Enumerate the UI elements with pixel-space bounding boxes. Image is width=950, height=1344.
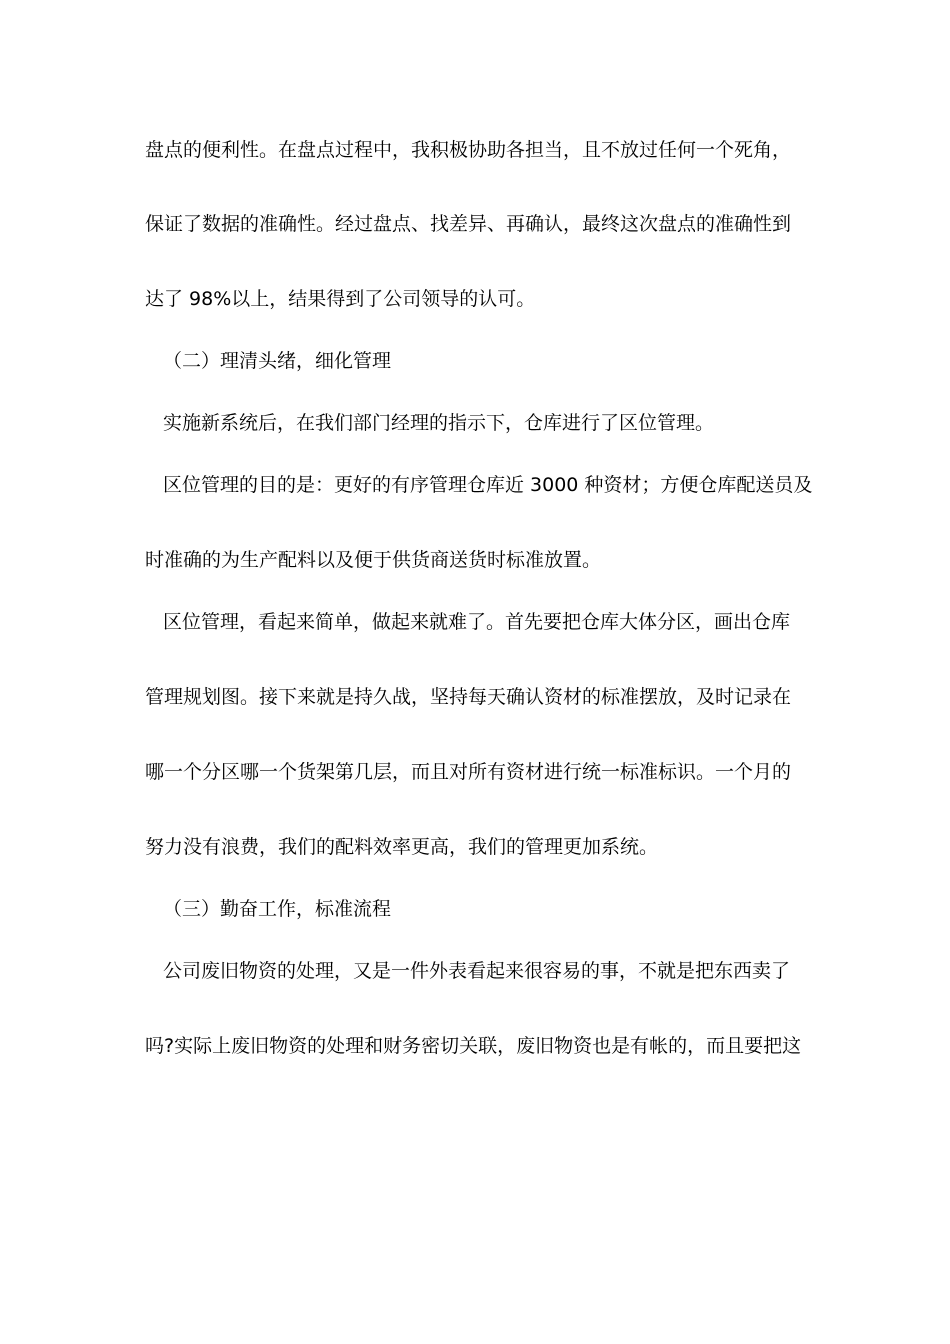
- paragraph-line: 盘点的便利性。在盘点过程中，我积极协助各担当，且不放过任何一个死角，: [145, 139, 792, 161]
- paragraph-line: 实施新系统后，在我们部门经理的指示下，仓库进行了区位管理。: [163, 412, 715, 434]
- paragraph-line: 区位管理，看起来简单，做起来就难了。首先要把仓库大体分区，画出仓库: [163, 611, 791, 633]
- paragraph-line: 保证了数据的准确性。经过盘点、找差异、再确认，最终这次盘点的准确性到: [145, 213, 792, 235]
- section-heading: （二）理清头绪，细化管理: [163, 350, 392, 372]
- section-heading: （三）勤奋工作，标准流程: [163, 898, 392, 920]
- paragraph-line: 努力没有浪费，我们的配料效率更高，我们的管理更加系统。: [145, 836, 659, 858]
- paragraph-line: 吗?实际上废旧物资的处理和财务密切关联，废旧物资也是有帐的，而且要把这: [145, 1035, 802, 1057]
- paragraph-line: 管理规划图。接下来就是持久战，坚持每天确认资材的标准摆放，及时记录在: [145, 686, 792, 708]
- paragraph-line: 时准确的为生产配料以及便于供货商送货时标准放置。: [145, 549, 602, 571]
- paragraph-line: 哪一个分区哪一个货架第几层，而且对所有资材进行统一标准标识。一个月的: [145, 761, 792, 783]
- paragraph-line: 公司废旧物资的处理，又是一件外表看起来很容易的事，不就是把东西卖了: [163, 960, 791, 982]
- paragraph-line: 区位管理的目的是：更好的有序管理仓库近 3000 种资材；方便仓库配送员及: [163, 474, 813, 496]
- paragraph-line: 达了 98%以上，结果得到了公司领导的认可。: [145, 288, 536, 310]
